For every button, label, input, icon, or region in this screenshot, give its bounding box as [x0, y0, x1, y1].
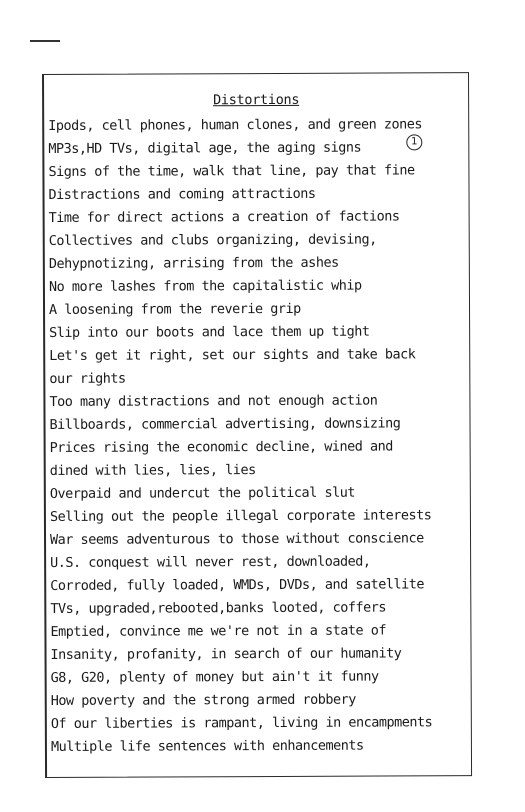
- poem-line: Collectives and clubs organizing, devising,: [48, 231, 377, 249]
- poem-lines: [48, 113, 471, 759]
- poem-line: Billboards, commercial advertising, downsizing: [49, 415, 401, 433]
- poem-line: Selling out the people illegal corporate interests: [49, 507, 432, 525]
- poem-line: No more lashes from the capitalistic whip: [48, 277, 362, 295]
- poem-line: A loosening from the reverie grip: [48, 300, 301, 318]
- poem-line: Time for direct actions a creation of factions: [48, 208, 400, 226]
- poem-line: dined with lies, lies, lies: [49, 462, 256, 479]
- poem-line: Overpaid and undercut the political slut: [49, 484, 355, 502]
- poem-line: Too many distractions and not enough action: [49, 392, 378, 410]
- circled-page-number: 1: [406, 134, 422, 150]
- poem-line: Emptied, convince me we're not in a state of: [50, 622, 387, 640]
- poem-line: Let's get it right, set our sights and take back: [49, 346, 416, 364]
- document-title: Distortions: [213, 91, 300, 109]
- corner-mark: [30, 40, 60, 42]
- document-frame: [42, 72, 472, 778]
- poem-line: our rights: [49, 370, 126, 387]
- poem-line: Distractions and coming attractions: [48, 185, 316, 203]
- poem-line: Ipods, cell phones, human clones, and green zones: [48, 116, 423, 134]
- poem-line: MP3s,HD TVs, digital age, the aging signs: [48, 139, 362, 157]
- poem-line: Dehypnotizing, arrising from the ashes: [48, 254, 339, 272]
- poem-line: Multiple life sentences with enhancements: [50, 737, 364, 755]
- poem-line: War seems adventurous to those without conscience: [49, 530, 424, 548]
- poem-line: Prices rising the economic decline, wined and: [49, 438, 393, 456]
- poem-line: Slip into our boots and lace them up tight: [49, 323, 370, 341]
- poem-line: TVs, upgraded,rebooted,banks looted, coffers: [50, 599, 386, 617]
- poem-line: Signs of the time, walk that line, pay that fine: [48, 162, 415, 180]
- poem-line: Corroded, fully loaded, WMDs, DVDs, and satellite: [50, 576, 425, 594]
- poem-line: G8, G20, plenty of money but ain't it funny: [50, 668, 379, 686]
- poem-line: How poverty and the strong armed robbery: [50, 691, 356, 709]
- poem-line: Of our liberties is rampant, living in encampments: [50, 714, 433, 732]
- poem-line: U.S. conquest will never rest, downloaded,: [50, 553, 371, 571]
- poem-line: Insanity, profanity, in search of our humanity: [50, 645, 402, 663]
